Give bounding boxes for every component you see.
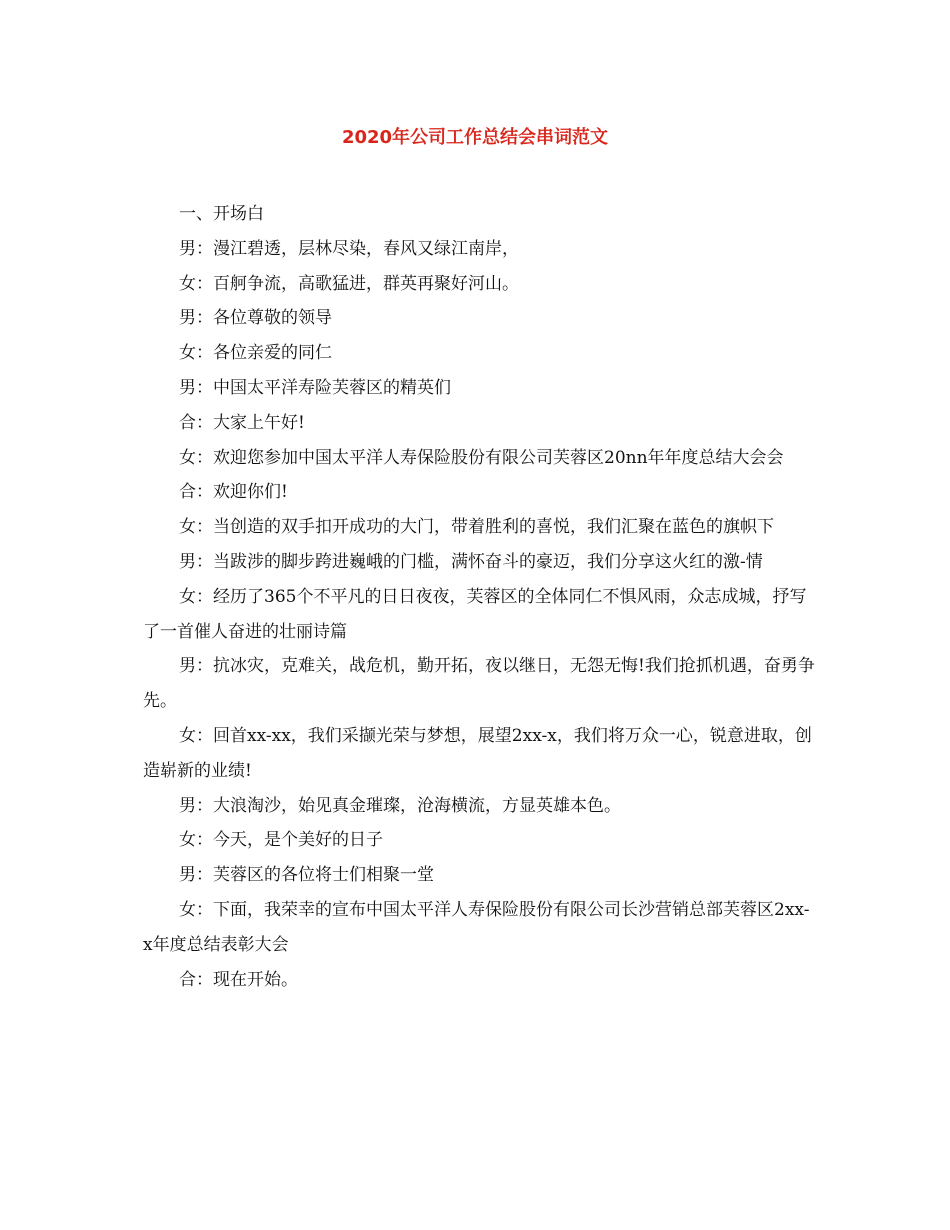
- paragraph: 女：欢迎您参加中国太平洋人寿保险股份有限公司芙蓉区20nn年年度总结大会会: [179, 447, 784, 468]
- document-title: 2020年公司工作总结会串词范文: [341, 127, 609, 148]
- document-body: [143, 197, 815, 997]
- paragraph: 合：现在开始。: [179, 969, 298, 990]
- paragraph: 一、开场白: [179, 204, 264, 224]
- paragraph: 女：当创造的双手扣开成功的大门，带着胜利的喜悦，我们汇聚在蓝色的旗帜下: [179, 517, 774, 538]
- paragraph: 合：大家上午好!: [179, 412, 305, 433]
- paragraph: 合：欢迎你们!: [179, 482, 288, 503]
- paragraph: 男：芙蓉区的各位将士们相聚一堂: [179, 865, 434, 886]
- paragraph: 女：经历了365个不平凡的日日夜夜，芙蓉区的全体同仁不惧风雨，众志成城，抒写了一首催人奋进的壮丽诗篇: [143, 586, 807, 642]
- paragraph: 男：大浪淘沙，始见真金璀璨，沧海横流，方显英雄本色。: [179, 795, 621, 816]
- paragraph: 男：漫江碧透，层林尽染，春风又绿江南岸，: [179, 238, 519, 259]
- paragraph: 女：今天，是个美好的日子: [179, 830, 383, 851]
- paragraph: 男：当跋涉的脚步跨进巍峨的门槛，满怀奋斗的豪迈，我们分享这火红的激-情: [179, 551, 763, 572]
- paragraph: 女：百舸争流，高歌猛进，群英再聚好河山。: [179, 273, 519, 294]
- paragraph: 女：各位亲爱的同仁: [179, 343, 332, 364]
- paragraph: 男：各位尊敬的领导: [179, 308, 332, 329]
- paragraph: 女：回首xx-xx，我们采撷光荣与梦想，展望2xx-x，我们将万众一心，锐意进取，创造崭新的业绩!: [143, 725, 812, 781]
- paragraph: 女：下面，我荣幸的宣布中国太平洋人寿保险股份有限公司长沙营销总部芙蓉区2xx-x年度总结表彰大会: [143, 899, 810, 955]
- paragraph: 男：中国太平洋寿险芙蓉区的精英们: [179, 377, 451, 398]
- paragraph: 男：抗冰灾，克难关，战危机，勤开拓，夜以继日，无怨无悔!我们抢抓机遇，奋勇争先。: [143, 656, 815, 712]
